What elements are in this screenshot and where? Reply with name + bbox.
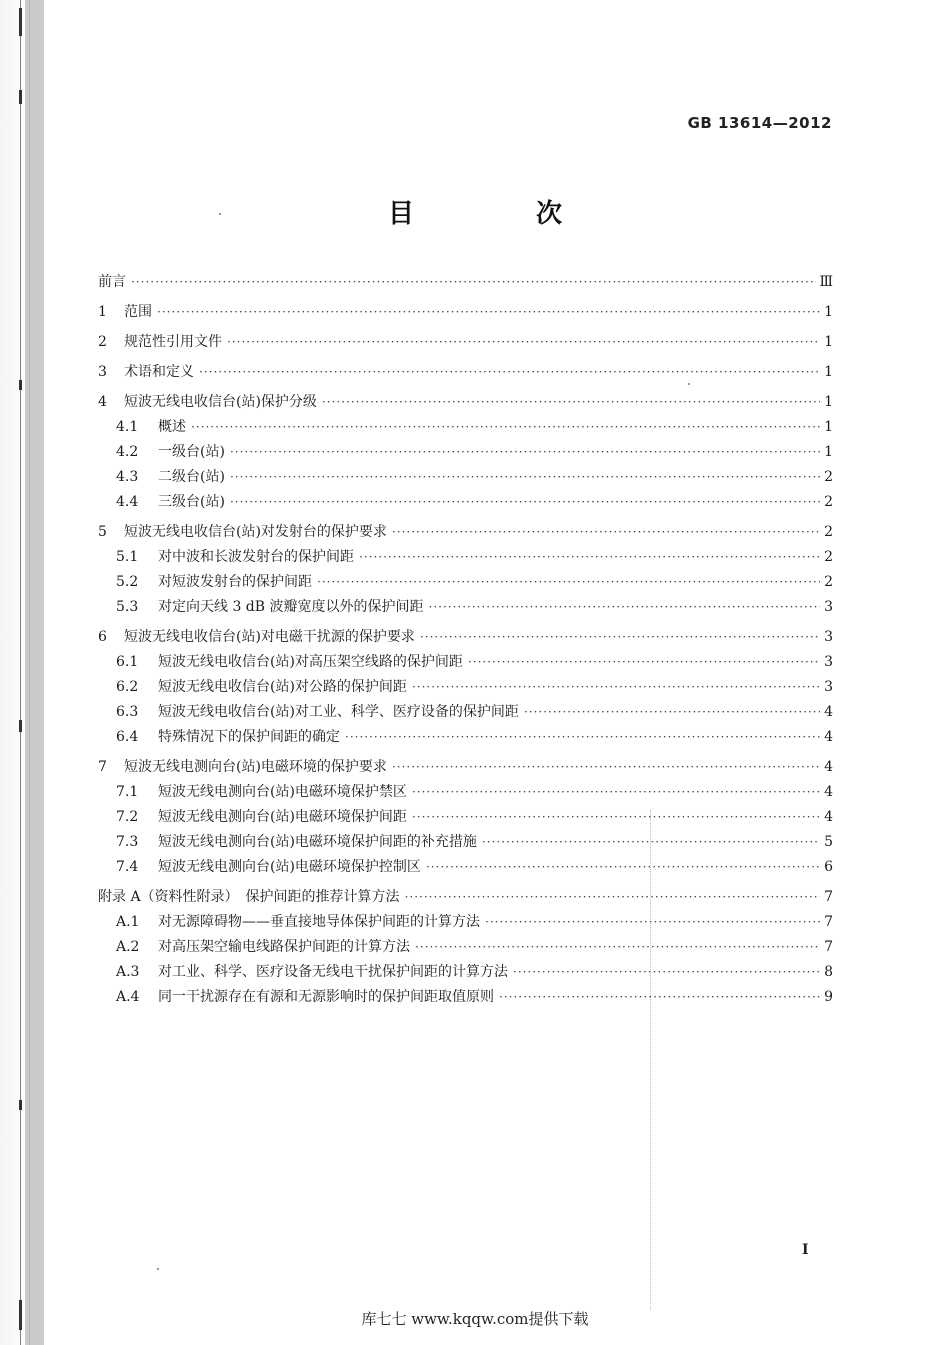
toc-leader-dots <box>131 273 816 291</box>
toc-leader-dots <box>392 758 820 776</box>
toc-entry[interactable] <box>98 833 833 851</box>
toc-leader-dots <box>227 333 820 351</box>
toc-entry-number: 7.1 <box>116 784 139 800</box>
toc-leader-dots <box>230 468 820 486</box>
toc-entry-number: 7.4 <box>116 859 139 875</box>
toc-entry-number: 1 <box>98 304 107 320</box>
toc-entry-page: 4 <box>824 704 833 720</box>
toc-entry-label: 短波无线电测向台(站)电磁环境的保护要求 <box>124 759 387 775</box>
toc-entry[interactable] <box>98 758 833 776</box>
toc-entry-number: 7 <box>98 759 107 775</box>
toc-entry-number: 6 <box>98 629 107 645</box>
toc-entry-page: 4 <box>824 809 833 825</box>
toc-leader-dots <box>415 938 820 956</box>
toc-entry-number: A.3 <box>116 964 140 980</box>
toc-entry-number: 4.3 <box>116 469 139 485</box>
toc-entry-label: 特殊情况下的保护间距的确定 <box>158 729 340 745</box>
toc-entry-number: 6.1 <box>116 654 139 670</box>
toc-entry-number: 7.2 <box>116 809 139 825</box>
toc-entry-page: 1 <box>824 304 833 320</box>
toc-leader-dots <box>392 523 820 541</box>
toc-entry-page: 9 <box>824 989 833 1005</box>
toc-entry[interactable] <box>98 963 833 981</box>
toc-entry-page: 2 <box>824 574 833 590</box>
toc-leader-dots <box>199 363 820 381</box>
toc-entry[interactable] <box>98 938 833 956</box>
toc-entry[interactable] <box>98 443 833 461</box>
toc-entry-number: 3 <box>98 364 107 380</box>
toc-entry-label: 概述 <box>158 419 186 435</box>
toc-leader-dots <box>359 548 820 566</box>
toc-entry-label: 前言 <box>98 274 126 290</box>
download-footer: 库七七 www.kqqw.com提供下载 <box>361 1310 589 1328</box>
toc-entry-label: 范围 <box>124 304 152 320</box>
toc-leader-dots <box>230 493 820 511</box>
toc-entry[interactable] <box>98 653 833 671</box>
toc-entry-label: 同一干扰源存在有源和无源影响时的保护间距取值原则 <box>158 989 494 1005</box>
toc-entry-label: 对工业、科学、医疗设备无线电干扰保护间距的计算方法 <box>158 964 508 980</box>
toc-leader-dots <box>412 678 820 696</box>
toc-entry-page: 1 <box>824 394 833 410</box>
scan-speck <box>157 1268 159 1270</box>
toc-entry[interactable] <box>98 703 833 721</box>
toc-entry-page: 4 <box>824 759 833 775</box>
toc-entry-label: 短波无线电测向台(站)电磁环境保护间距 <box>158 809 407 825</box>
toc-leader-dots <box>317 573 820 591</box>
toc-entry[interactable] <box>98 678 833 696</box>
toc-entry-page: 5 <box>824 834 833 850</box>
toc-entry-label: 对无源障碍物——垂直接地导体保护间距的计算方法 <box>158 914 480 930</box>
toc-leader-dots <box>429 598 820 616</box>
toc-entry-label: 短波无线电收信台(站)对高压架空线路的保护间距 <box>158 654 463 670</box>
toc-leader-dots <box>468 653 820 671</box>
toc-entry[interactable] <box>98 303 833 321</box>
toc-entry-page: 3 <box>824 679 833 695</box>
toc-leader-dots <box>191 418 820 436</box>
toc-leader-dots <box>499 988 820 1006</box>
toc-entry-page: 1 <box>824 334 833 350</box>
toc-entry[interactable] <box>98 493 833 511</box>
toc-entry-label: 规范性引用文件 <box>124 334 222 350</box>
toc-entry-label: 三级台(站) <box>158 494 225 510</box>
toc-entry-page: 6 <box>824 859 833 875</box>
toc-entry-number: 4.2 <box>116 444 139 460</box>
toc-entry-label: 对中波和长波发射台的保护间距 <box>158 549 354 565</box>
toc-entry[interactable] <box>98 418 833 436</box>
toc-entry-number: 6.4 <box>116 729 139 745</box>
toc-entry-page: 4 <box>824 784 833 800</box>
toc-entry-page: 8 <box>824 964 833 980</box>
toc-entry-page: 2 <box>824 469 833 485</box>
toc-leader-dots <box>157 303 820 321</box>
toc-entry-page: 7 <box>824 914 833 930</box>
scan-mark <box>19 1100 22 1110</box>
toc-entry-number: 4 <box>98 394 107 410</box>
toc-leader-dots <box>482 833 820 851</box>
toc-leader-dots <box>412 808 820 826</box>
toc-entry-page: 1 <box>824 444 833 460</box>
toc-entry-label: 一级台(站) <box>158 444 225 460</box>
toc-entry[interactable] <box>98 728 833 746</box>
toc-entry[interactable] <box>98 393 833 411</box>
toc-entry[interactable] <box>98 573 833 591</box>
toc-entry[interactable] <box>98 548 833 566</box>
toc-entry-label: 对短波发射台的保护间距 <box>158 574 312 590</box>
toc-leader-dots <box>230 443 820 461</box>
toc-entry-number: 7.3 <box>116 834 139 850</box>
toc-entry-page: 1 <box>824 364 833 380</box>
toc-entry-label: 附录 A（资料性附录） 保护间距的推荐计算方法 <box>98 889 400 905</box>
toc-entry-page: 3 <box>824 629 833 645</box>
toc-entry-number: A.1 <box>116 914 140 930</box>
scan-mark <box>19 8 22 36</box>
toc-entry[interactable] <box>98 598 833 616</box>
toc-leader-dots <box>426 858 820 876</box>
toc-leader-dots <box>485 913 820 931</box>
toc-entry-label: 短波无线电测向台(站)电磁环境保护禁区 <box>158 784 407 800</box>
toc-entry-page: 1 <box>824 419 833 435</box>
toc-entry-number: 6.3 <box>116 704 139 720</box>
toc-entry[interactable] <box>98 333 833 351</box>
toc-leader-dots <box>524 703 820 721</box>
toc-entry-label: 短波无线电收信台(站)对公路的保护间距 <box>158 679 407 695</box>
toc-entry-label: 术语和定义 <box>124 364 194 380</box>
toc-entry[interactable] <box>98 808 833 826</box>
toc-entry-page: 2 <box>824 524 833 540</box>
toc-entry-page: 7 <box>824 889 833 905</box>
toc-leader-dots <box>420 628 820 646</box>
toc-entry-page: 4 <box>824 729 833 745</box>
toc-leader-dots <box>322 393 820 411</box>
document-code: GB 13614—2012 <box>687 114 832 132</box>
toc-entry[interactable] <box>98 913 833 931</box>
scan-mark <box>19 720 22 732</box>
toc-entry-page: 3 <box>824 599 833 615</box>
toc-leader-dots <box>405 888 820 906</box>
scan-mark <box>19 380 22 390</box>
scan-mark <box>19 90 22 104</box>
toc-entry-label: 对高压架空输电线路保护间距的计算方法 <box>158 939 410 955</box>
toc-entry[interactable] <box>98 783 833 801</box>
toc-entry-label: 短波无线电收信台(站)对电磁干扰源的保护要求 <box>124 629 415 645</box>
toc-entry-label: 对定向天线 3 dB 波瓣宽度以外的保护间距 <box>158 599 424 615</box>
toc-entry-page: 2 <box>824 549 833 565</box>
toc-entry-number: A.4 <box>116 989 140 1005</box>
toc-entry-number: 5.1 <box>116 549 139 565</box>
toc-entry-number: 2 <box>98 334 107 350</box>
toc-entry-label: 短波无线电收信台(站)对发射台的保护要求 <box>124 524 387 540</box>
page-title: 目 次 <box>387 199 610 229</box>
toc-leader-dots <box>412 783 820 801</box>
toc-leader-dots <box>345 728 820 746</box>
toc-entry[interactable] <box>98 523 833 541</box>
toc-entry-page: 2 <box>824 494 833 510</box>
toc-entry-number: 5.3 <box>116 599 139 615</box>
toc-entry-label: 短波无线电收信台(站)对工业、科学、医疗设备的保护间距 <box>158 704 519 720</box>
toc-entry-label: 短波无线电测向台(站)电磁环境保护间距的补充措施 <box>158 834 477 850</box>
toc-entry-label: 二级台(站) <box>158 469 225 485</box>
toc-entry-label: 短波无线电测向台(站)电磁环境保护控制区 <box>158 859 421 875</box>
toc-entry-number: 6.2 <box>116 679 139 695</box>
toc-entry-page: 3 <box>824 654 833 670</box>
toc-entry-number: 4.4 <box>116 494 139 510</box>
toc-entry-page: Ⅲ <box>819 274 833 290</box>
toc-entry[interactable] <box>98 888 833 906</box>
toc-entry-number: 5 <box>98 524 107 540</box>
toc-entry[interactable] <box>98 988 833 1006</box>
toc-entry-label: 短波无线电收信台(站)保护分级 <box>124 394 317 410</box>
page-number: I <box>802 1242 809 1258</box>
toc-leader-dots <box>513 963 820 981</box>
toc-entry[interactable] <box>98 273 833 291</box>
table-of-contents <box>98 273 833 1006</box>
toc-entry[interactable] <box>98 468 833 486</box>
toc-entry-number: 5.2 <box>116 574 139 590</box>
toc-entry-page: 7 <box>824 939 833 955</box>
toc-entry-number: A.2 <box>116 939 140 955</box>
toc-entry-number: 4.1 <box>116 419 139 435</box>
toc-entry[interactable] <box>98 858 833 876</box>
toc-entry[interactable] <box>98 628 833 646</box>
toc-entry[interactable] <box>98 363 833 381</box>
